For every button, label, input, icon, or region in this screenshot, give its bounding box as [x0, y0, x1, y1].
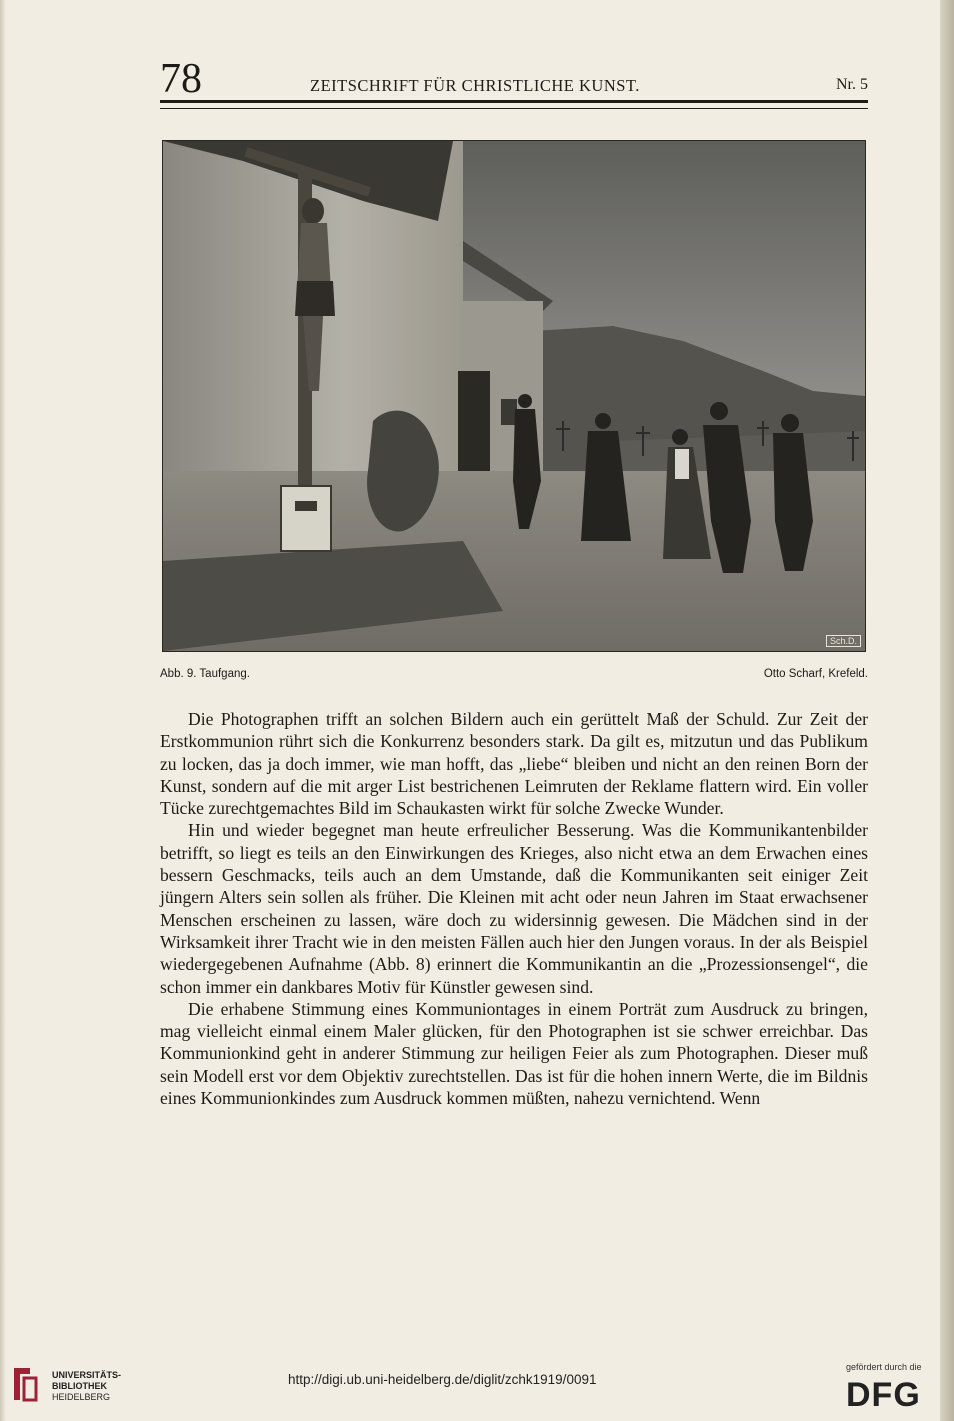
corpus-torso	[297, 223, 331, 291]
figure-caption	[160, 668, 868, 684]
paragraph: Die erhabene Stimmung eines Kommuniontages in einem Porträt zum Ausdruck zu bringen, mag vielleicht einmal einem Maler glücken, für den Photographen ist sie schwer erreichbar. Das Kommunionkind geht in anderer Stimmung zur heiligen Feier als zum Photographen. Dieser muß sein Modell erst vor dem Objektiv zurechtstellen. Das ist für die hohen innern Werte, die im Bildnis eines Kommunionkindes zum Ausdruck kommen müßten, nahezu vernichtend. Wenn	[160, 998, 868, 1109]
library-line-2: BIBLIOTHEK	[52, 1381, 107, 1391]
photo-signature: Sch.D.	[826, 635, 861, 647]
paragraph: Die Photographen trifft an solchen Bildern auch ein gerüttelt Maß der Schuld. Zur Zeit der Erstkommunion rührt sich die Konkurrenz besonders stark. Da gilt es, mitzutun und das Publikum zu locken, das ja doch immer, wie man hofft, das „liebe“ bleiben und nicht an den reinen Born der Kunst, sondern auf die mit arger List bestrichenen Leimruten der Reklame flattern wird. Ein voller Tücke zurechtgemachtes Bild im Schaukasten wirkt für solche Zwecke Wunder.	[160, 709, 868, 819]
page-number: 78	[160, 56, 202, 102]
library-line-3: HEIDELBERG	[52, 1392, 111, 1402]
dfg-logo: DFG	[846, 1376, 921, 1414]
issue-number: Nr. 5	[836, 76, 868, 93]
paragraph: Hin und wieder begegnet man heute erfreulicher Besserung. Was die Kommunikantenbilder betrifft, so liegt es teils an den Einwirkungen des Krieges, also nicht etwa an dem Erwachen eines bessern Geschmacks, teils auch an dem Umstande, daß die Kommunikanten seit einiger Zeit jüngern Alters sein sollen als früher. Die Kleinen mit acht oder neun Jahren im Staat erwachsener Menschen erscheinen zu lassen, wäre doch zu widersinnig gewesen. Die Mädchen sind in der Wirksamkeit ihrer Tracht wie in den meisten Fällen auch hier den Jungen voraus. In der als Beispiel wiedergegebenen Aufnahme (Abb. 8) erinnert die Kommunikantin an die „Prozessionsengel“, die schon immer ein dankbares Motiv für Künstler gewesen sind.	[160, 820, 868, 997]
caption-credit: Otto Scharf, Krefeld.	[763, 668, 868, 680]
page-footer	[0, 1356, 954, 1421]
corpus-loincloth	[295, 281, 335, 316]
wall-plaque	[501, 399, 517, 425]
page-edge-left	[0, 0, 6, 1421]
source-url-link[interactable]: http://digi.ub.uni-heidelberg.de/diglit/zchk1919/0091	[288, 1372, 597, 1387]
photo-illustration	[163, 141, 865, 651]
page-edge-right	[940, 0, 954, 1421]
caption-title: Abb. 9. Taufgang.	[160, 668, 250, 680]
library-line-1: UNIVERSITÄTS-	[52, 1370, 122, 1380]
base-inscription	[295, 501, 317, 511]
body-text	[160, 708, 868, 1109]
cross-base-plaque	[281, 486, 331, 551]
funded-by-label: gefördert durch die	[846, 1362, 922, 1372]
running-title: ZEITSCHRIFT FÜR CHRISTLICHE KUNST.	[310, 76, 640, 95]
library-logo-icon	[10, 1364, 40, 1404]
corpus-head	[302, 198, 324, 224]
library-name	[52, 1370, 121, 1403]
page-header	[160, 56, 868, 102]
header-rule	[160, 100, 868, 109]
figure-photo	[162, 140, 866, 652]
